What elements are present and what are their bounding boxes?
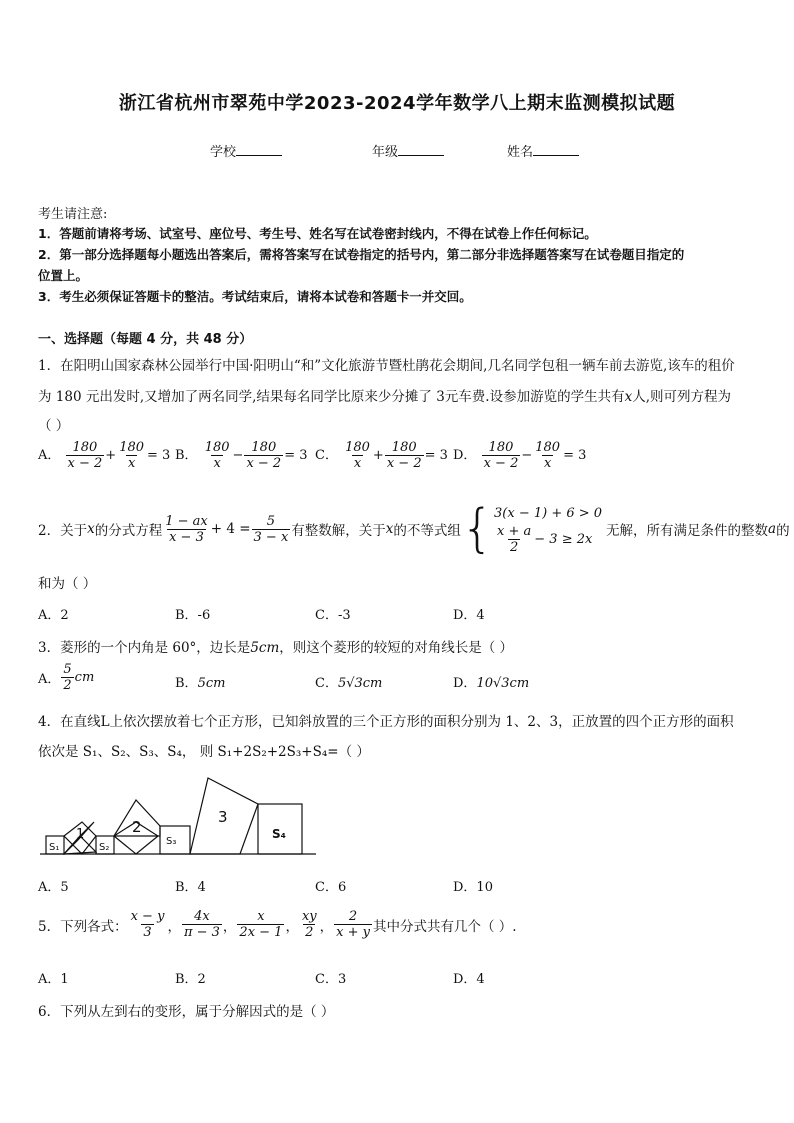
fraction (203, 440, 232, 471)
inequality-system (494, 504, 602, 555)
numerator: 5 (63, 662, 72, 677)
notice-item-3: 3．考生必须保证答题卡的整洁。考试结束后，请将本试卷和答题卡一并交回。 (38, 289, 472, 304)
fraction (482, 440, 521, 471)
q2-text-2: 的分式方程 (94, 523, 163, 539)
numerator: 4x (194, 909, 210, 924)
fraction (252, 514, 291, 545)
inequality-2-rhs: − 3 ≥ 2x (534, 531, 593, 547)
school-label: 学校 (210, 145, 237, 160)
numerator: 180 (251, 440, 277, 455)
fraction (117, 440, 146, 471)
option-label: D． (453, 676, 477, 691)
school-field (210, 141, 282, 160)
denominator: x − 2 (246, 456, 282, 471)
numerator: 180 (72, 440, 98, 455)
numerator: x (257, 909, 265, 924)
fraction (163, 514, 210, 545)
q3-text-2: ，则这个菱形的较短的对角线长是（ ） (279, 640, 514, 656)
denominator: x (127, 456, 136, 471)
label-s2: S₂ (99, 842, 110, 853)
q1-line2-a: 为 180 元出发时,又增加了两名同学,结果每名同学比原来少分摊了 3元车费.设参加游览的学生共有 (38, 389, 625, 405)
unit: cm (74, 670, 95, 685)
inequality-1: 3(x − 1) + 6 > 0 (494, 505, 603, 521)
q3-option-a[interactable] (38, 662, 94, 693)
fraction (385, 440, 424, 471)
denominator: π − 3 (183, 925, 220, 940)
denominator: x (543, 456, 552, 471)
q1-option-d[interactable] (453, 440, 586, 471)
denominator: x (213, 456, 221, 471)
q3-unit: 5cm (250, 640, 280, 656)
fraction (300, 909, 319, 940)
fraction (244, 440, 283, 471)
numerator: 2 (348, 909, 358, 924)
q4-line1: 4．在直线L上依次摆放着七个正方形，已知斜放置的三个正方形的面积分别为 1、2、3，正放置的四个正方形的面积 (38, 714, 734, 730)
denominator: 3 − x (253, 529, 289, 545)
option-label: D． (453, 448, 477, 463)
q2-var: x (87, 521, 95, 537)
denominator: 2 (510, 539, 519, 555)
numerator: 180 (345, 440, 370, 455)
q5-line (38, 909, 517, 940)
separator: ， (167, 918, 181, 935)
q2-option-a[interactable]: A．2 (38, 608, 69, 623)
rhs: = 3 (147, 448, 171, 463)
q3-option-c[interactable] (315, 672, 382, 691)
q3-option-d[interactable] (453, 672, 529, 691)
numerator: 5 (266, 513, 276, 529)
numerator: 180 (119, 440, 145, 455)
label-s3: S₃ (166, 836, 177, 847)
denominator: x (353, 456, 362, 471)
q4-option-b[interactable]: B．4 (175, 880, 206, 895)
operator: + (372, 448, 384, 463)
notice-item-1: 1．答题前请将考场、试室号、座位号、考生号、姓名写在试卷密封线内，不得在试卷上作任何标记。 (38, 226, 597, 241)
label-3: 3 (218, 808, 228, 826)
q2-option-b[interactable]: B．-6 (175, 608, 211, 623)
q1-line2 (38, 385, 731, 405)
option-label: A． (38, 672, 61, 687)
option-value: 5cm (197, 676, 226, 691)
q2-text-6: 的 (776, 523, 790, 539)
numerator: 180 (535, 440, 561, 455)
fraction (66, 440, 105, 471)
numerator: 180 (488, 440, 514, 455)
denominator: x − 2 (386, 456, 422, 471)
denominator: 3 (143, 925, 152, 940)
numerator: 180 (391, 440, 417, 455)
q2-var2: a (768, 521, 777, 537)
name-label: 姓名 (507, 145, 534, 160)
q2-line1 (38, 499, 790, 559)
grade-label: 年级 (372, 145, 399, 160)
numerator: x − y (130, 909, 165, 924)
fraction (61, 662, 73, 693)
q3-text: 3．菱形的一个内角是 60°，边长是 (38, 640, 251, 656)
denominator: x − 2 (67, 456, 103, 471)
notice-header: 考生请注意: (38, 207, 108, 222)
denominator: 2 (63, 678, 72, 693)
q2-var: x (385, 521, 394, 537)
separator: ， (222, 918, 237, 935)
q5-option-c[interactable]: C．3 (315, 972, 347, 987)
notice-item-2-cont: 位置上。 (38, 268, 89, 283)
page-title: 浙江省杭州市翠苑中学2023-2024学年数学八上期末监测模拟试题 (118, 93, 676, 114)
fraction (343, 440, 372, 471)
q1-paren: （ ） (38, 418, 70, 434)
q5-option-b[interactable]: B．2 (175, 972, 206, 987)
rhs: = 3 (424, 448, 448, 463)
grade-blank (398, 143, 444, 156)
option-value: 10√3cm (476, 676, 530, 691)
label-s4: S₄ (272, 827, 286, 841)
q2-text-1: 2．关于 (38, 523, 88, 539)
q2-text-4: 的不等式组 (393, 523, 461, 539)
q4-option-d[interactable]: D．10 (453, 880, 493, 895)
denominator: 2x − 1 (239, 925, 283, 940)
denominator: x + y (336, 925, 370, 940)
numerator: x + a (497, 523, 532, 539)
q1-line2-b: 人,则可列方程为 (632, 389, 732, 405)
q2-text-5: 无解，所有满足条件的整数 (606, 523, 769, 539)
brace: { (460, 499, 495, 559)
inequality-2 (494, 524, 602, 555)
q4-option-a[interactable]: A．5 (38, 880, 69, 895)
operator: + (105, 448, 117, 463)
fraction (237, 909, 284, 940)
rhs: = 3 (284, 448, 308, 463)
name-field (507, 141, 579, 160)
q5-text: 5．下列各式： (38, 918, 128, 935)
numerator: 180 (204, 440, 230, 455)
notice-item-2: 2．第一部分选择题每小题选出答案后，需将答案写在试卷指定的括号内，第二部分非选择题答案写在试卷题目指定的 (38, 247, 685, 262)
q1-option-c[interactable] (315, 440, 448, 471)
q2-option-c[interactable]: C．-3 (315, 608, 351, 623)
q1-option-b[interactable] (175, 440, 308, 471)
operator: − (521, 448, 533, 463)
option-label: B． (175, 676, 198, 691)
separator: ， (285, 918, 299, 935)
numerator: xy (301, 909, 317, 924)
q1-line1: 1．在阳明山国家森林公园举行中国·阳明山“和”文化旅游节暨杜鹃花会期间,几名同学包租一辆车前去游览,该车的租价 (38, 358, 735, 374)
separator: ， (319, 918, 334, 935)
denominator: 2 (305, 925, 314, 940)
rhs: = 3 (563, 448, 587, 463)
label-1: 1 (76, 827, 85, 842)
q5-option-a[interactable]: A．1 (38, 972, 69, 987)
grade-field (372, 141, 444, 160)
squares-figure (38, 770, 320, 860)
q3-option-b[interactable] (175, 672, 225, 691)
option-label: C． (315, 448, 338, 463)
q5-tail: 其中分式共有几个（ ）. (372, 918, 517, 935)
numerator: 1 − ax (165, 513, 208, 529)
fraction (495, 524, 533, 555)
section-heading: 一、选择题（每题 4 分，共 48 分） (38, 332, 253, 347)
q4-line2: 依次是 S₁、S₂、S₃、S₄， 则 S₁+2S₂+2S₃+S₄=（ ） (38, 744, 370, 760)
q3-line (38, 636, 513, 656)
q2-text-3: 有整数解，关于 (291, 523, 386, 539)
option-value: 5√3cm (337, 676, 383, 691)
denominator: x − 3 (169, 529, 204, 545)
fraction (129, 909, 167, 940)
q1-var: x (624, 389, 633, 405)
school-blank (236, 143, 282, 156)
q6-line: 6．下列从左到右的变形，属于分解因式的是（ ） (38, 1004, 335, 1020)
option-label: A． (38, 448, 61, 463)
q2-mid: + 4 = (210, 521, 251, 537)
name-blank (533, 143, 579, 156)
q2-option-d[interactable]: D．4 (453, 608, 485, 623)
fraction (533, 440, 562, 471)
fraction (334, 909, 372, 940)
label-2: 2 (132, 818, 142, 836)
q2-line2: 和为（ ） (38, 576, 97, 592)
fraction (182, 909, 222, 940)
option-label: C． (315, 676, 338, 691)
q4-option-c[interactable]: C．6 (315, 880, 347, 895)
operator: − (232, 448, 244, 463)
q1-option-a[interactable] (38, 440, 170, 471)
option-label: B． (175, 448, 198, 463)
denominator: x − 2 (483, 456, 519, 471)
q5-option-d[interactable]: D．4 (453, 972, 485, 987)
label-s1: S₁ (49, 842, 60, 853)
